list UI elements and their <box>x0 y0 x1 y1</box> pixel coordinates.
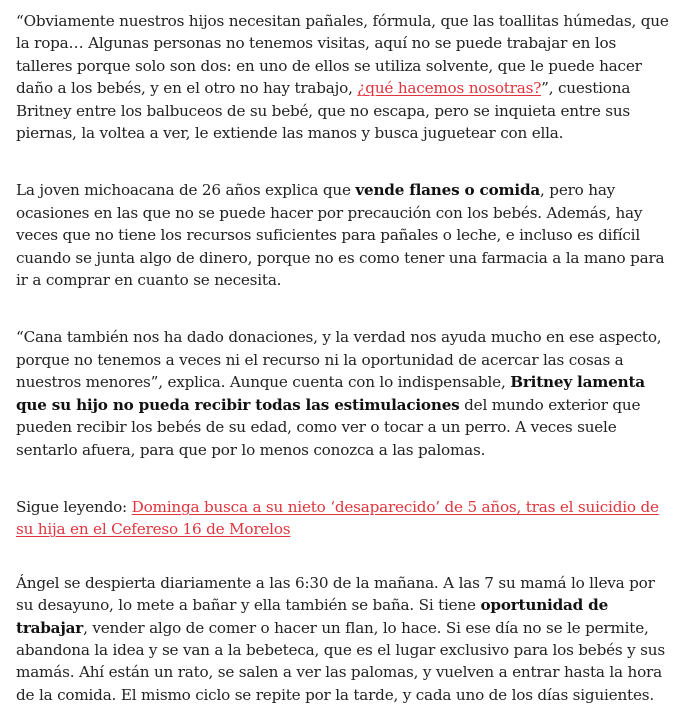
read-more <box>16 496 670 541</box>
read-more-link[interactable]: Dominga busca a su nieto ‘desaparecido’ de 5 años, tras el suicidio de su hija en el Cefereso 16 de Morelos <box>16 497 659 539</box>
paragraph-spacer <box>16 291 670 326</box>
paragraph-1-text-start: “Obviamente nuestros hijos necesitan pañales, fórmula, que las toallitas húmedas, que la ropa… Algunas personas no tenemos visitas, aquí no se puede trabajar en los talleres porque solo son dos: en uno de ellos se utiliza solvente, que le puede hacer daño a los bebés, y en el otro no hay trabajo, <box>16 12 669 98</box>
paragraph-4-text-start: Ángel se despierta diariamente a las 6:30 de la mañana. A las 7 su mamá lo lleva por su desayuno, lo mete a bañar y ella también se baña. Si tiene <box>16 573 655 615</box>
paragraph-2-bold: vende flanes o comida <box>355 181 541 200</box>
read-more-label: Sigue leyendo: <box>16 497 132 516</box>
paragraph-spacer <box>16 541 670 572</box>
paragraph-3-bold: Britney lamenta que su hijo no pueda recibir todas las estimulaciones <box>16 373 645 414</box>
paragraph-2 <box>16 179 670 291</box>
paragraph-spacer <box>16 461 670 496</box>
paragraph-1-text-end: ”, cuestiona Britney entre los balbuceos de su bebé, que no escapa, pero se inquieta entre sus piernas, la voltea a ver, le extiende las manos y busca juguetear con ella. <box>16 79 631 143</box>
paragraph-3-text-end: del mundo exterior que pueden recibir los bebés de su edad, como ver o tocar a un perro. A veces suele sentarlo afuera, para que por lo menos conozca a las palomas. <box>16 395 641 459</box>
paragraph-3-text-start: “Cana también nos ha dado donaciones, y la verdad nos ayuda mucho en ese aspecto, porque no tenemos a veces ni el recurso ni la oportunidad de acercar las cosas a nuestros menores”, explica. Aunque cuenta con lo indispensable, <box>16 328 662 392</box>
link-que-hacemos-nosotras[interactable]: ¿qué hacemos nosotras? <box>357 79 542 98</box>
paragraph-1 <box>16 0 670 144</box>
paragraph-4-bold: oportunidad de trabajar <box>16 596 609 637</box>
paragraph-3 <box>16 326 670 460</box>
paragraph-2-text-start: La joven michoacana de 26 años explica que <box>16 181 356 200</box>
paragraph-2-text-end: , pero hay ocasiones en las que no se puede hacer por precaución con los bebés. Además, hay veces que no tiene los recursos suficientes para pañales o leche, e incluso es difícil cuando se junta algo de dinero, porque no es como tener una farmacia a la mano para ir a comprar en cuanto se necesita. <box>16 181 665 290</box>
paragraph-spacer <box>16 144 670 179</box>
paragraph-4-text-end: , vender algo de comer o hacer un flan, lo hace. Si ese día no se le permite, abandona la idea y se van a la bebeteca, que es el lugar exclusivo para los bebés y sus mamás. Ahí están un rato, se salen a ver las palomas, y vuelven a entrar hasta la hora de la comida. El mismo ciclo se repite por la tarde, y cada uno de los días siguientes. <box>16 618 665 704</box>
paragraph-4 <box>16 572 670 706</box>
